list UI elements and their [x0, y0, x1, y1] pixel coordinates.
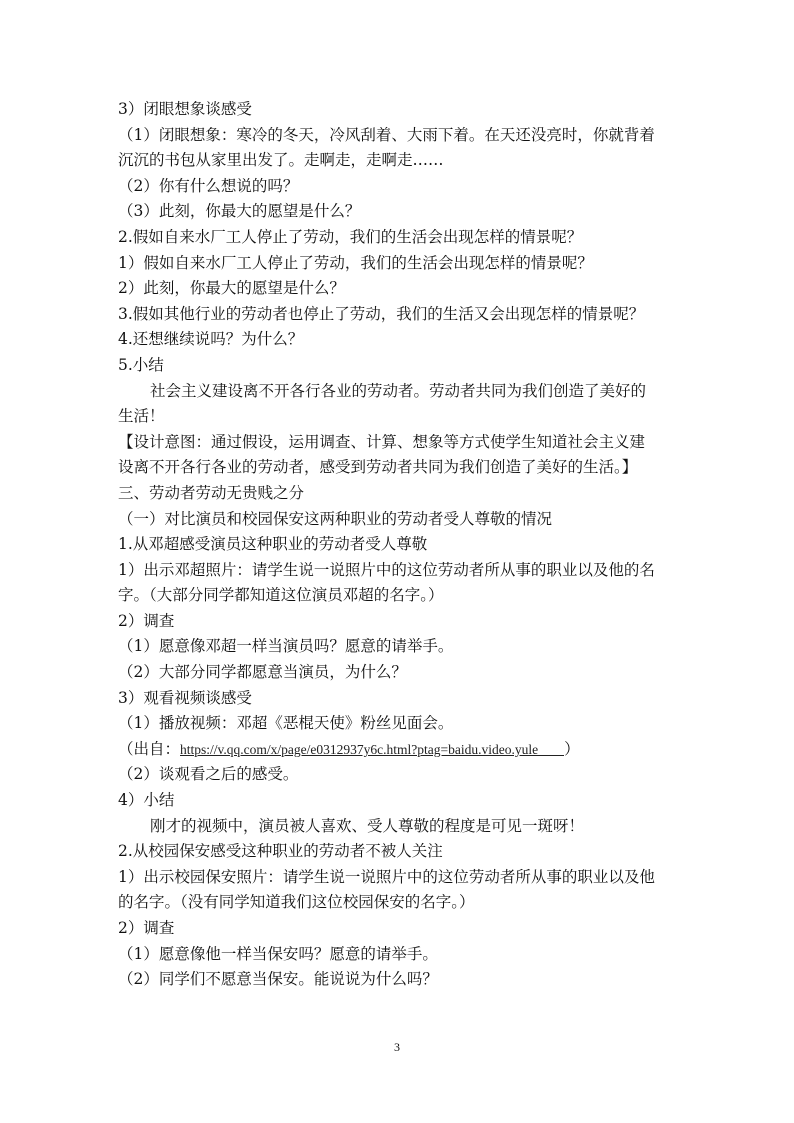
- step-heading: 3）闭眼想象谈感受: [118, 100, 252, 118]
- summary-paragraph: 刚才的视频中，演员被人喜欢、受人尊敬的程度是可见一斑呀！: [150, 816, 585, 835]
- section-item: 5.小结: [118, 355, 164, 374]
- page-number: 3: [394, 1040, 400, 1054]
- paragraph-line: （2）你有什么想说的吗？: [118, 176, 299, 195]
- section-item: 2.假如自来水厂工人停止了劳动，我们的生活会出现怎样的情景呢？: [118, 227, 583, 246]
- paragraph-line: （1）播放视频：邓超《恶棍天使》粉丝见面会。: [118, 714, 454, 733]
- summary-paragraph: 生活！: [118, 407, 165, 426]
- design-intent: 设离不开各行各业的劳动者，感受到劳动者共同为我们创造了美好的生活。】: [118, 458, 638, 477]
- paragraph-line: （1）愿意像他一样当保安吗？愿意的请举手。: [118, 944, 438, 963]
- paragraph-line: 2）调查: [118, 611, 175, 630]
- paragraph-line: 3）观看视频谈感受: [118, 688, 252, 707]
- source-suffix: ）: [564, 739, 580, 758]
- source-line: [118, 737, 678, 763]
- paragraph-line: 字。（大部分同学都知道这位演员邓超的名字。）: [118, 586, 444, 605]
- paragraph-line: （3）此刻，你最大的愿望是什么？: [118, 202, 361, 221]
- paragraph-line: 2）调查: [118, 919, 175, 937]
- summary-paragraph: 社会主义建设离不开各行各业的劳动者。劳动者共同为我们创造了美好的: [150, 381, 647, 400]
- section-item: 2.从校园保安感受这种职业的劳动者不被人关注: [118, 842, 443, 861]
- paragraph-line: （1）愿意像邓超一样当演员吗？愿意的请举手。: [118, 637, 454, 656]
- paragraph-line: 1）假如自来水厂工人停止了劳动，我们的生活会出现怎样的情景呢？: [118, 253, 593, 272]
- paragraph-line: 沉沉的书包从家里出发了。走啊走，走啊走……: [118, 151, 444, 170]
- section-item: 4.还想继续说吗？为什么？: [118, 330, 304, 349]
- page-body: [118, 97, 678, 993]
- section-item: 3.假如其他行业的劳动者也停止了劳动，我们的生活又会出现怎样的情景呢？: [118, 304, 645, 323]
- paragraph-line: （2）谈观看之后的感受。: [118, 765, 299, 784]
- design-intent: 【设计意图：通过假设，运用调查、计算、想象等方式使学生知道社会主义建: [118, 432, 646, 451]
- url-underline: [538, 741, 564, 756]
- section-item: 1.从邓超感受演员这种职业的劳动者受人尊敬: [118, 535, 428, 554]
- section-heading: 三、劳动者劳动无贵贱之分: [118, 483, 305, 502]
- paragraph-line: 的名字。（没有同学知道我们这位校园保安的名字。）: [118, 893, 475, 912]
- paragraph-line: （2）大部分同学都愿意当演员，为什么？: [118, 663, 407, 682]
- source-url-link[interactable]: https://v.qq.com/x/page/e0312937y6c.html?ptag=baidu.video.yule: [180, 741, 539, 757]
- subsection-heading: （一）对比演员和校园保安这两种职业的劳动者受人尊敬的情况: [118, 509, 553, 528]
- paragraph-line: 4）小结: [118, 791, 175, 810]
- paragraph-line: 2）此刻，你最大的愿望是什么？: [118, 279, 345, 298]
- paragraph-line: （2）同学们不愿意当保安。能说说为什么吗？: [118, 970, 438, 989]
- paragraph-line: （1）闭眼想象：寒冷的冬天，冷风刮着、大雨下着。在天还没亮时，你就背着: [118, 125, 655, 144]
- paragraph-line: 1）出示邓超照片：请学生说一说照片中的这位劳动者所从事的职业以及他的名: [118, 560, 655, 579]
- source-prefix: （出自：: [118, 739, 181, 758]
- paragraph-line: 1）出示校园保安照片：请学生说一说照片中的这位劳动者所从事的职业以及他: [118, 867, 655, 886]
